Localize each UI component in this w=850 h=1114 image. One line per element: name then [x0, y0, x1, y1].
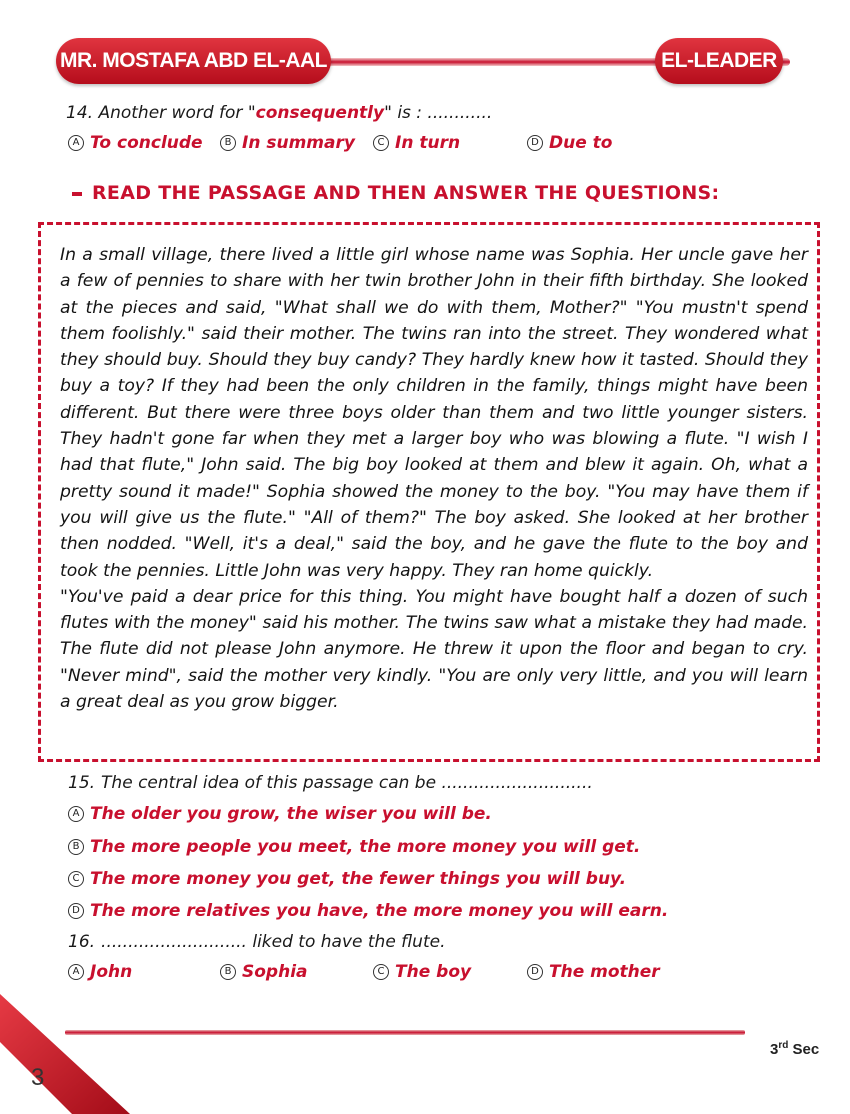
question-number: 14.	[66, 103, 94, 123]
option-text: The more people you meet, the more money you will get.	[90, 837, 641, 857]
grade-number: 3	[770, 1041, 779, 1058]
bullet-dash-icon	[72, 192, 82, 196]
option-text: The more relatives you have, the more money you will earn.	[90, 901, 669, 921]
question-16	[68, 932, 445, 952]
q15-option-b[interactable]	[68, 837, 640, 857]
q16-option-a[interactable]	[68, 962, 220, 982]
question-number: 15.	[68, 773, 96, 793]
question-prefix: Another word for "	[98, 103, 256, 123]
section-title-text: READ THE PASSAGE AND THEN ANSWER THE QUESTIONS:	[92, 182, 720, 204]
question-keyword: consequently	[255, 103, 385, 123]
grade-suffix: rd	[778, 1040, 789, 1051]
option-text: John	[90, 962, 133, 982]
option-letter-bubble: C	[373, 964, 389, 980]
question-15	[68, 773, 593, 793]
question-number: 16.	[68, 932, 96, 952]
option-letter-bubble: A	[68, 806, 84, 822]
option-text: The boy	[395, 962, 472, 982]
q14-options	[68, 133, 612, 153]
page-number: 3	[31, 1064, 45, 1091]
passage-paragraph-1: In a small village, there lived a little girl whose name was Sophia. Her uncle gave her a few of pennies to share with her twin brother John in their fifth birthday. She looked at the pieces and said, "What shall we do with them, Mother?" "You mustn't spend them foolishly." said their mother. The twins ran into the street. They wondered what they should buy. Should they buy candy? They hardly knew how it tasted. Should they buy a toy? If they had been the only children in the family, things might have been different. But there were three boys older than them and two little younger sisters. They hadn't gone far when they met a larger boy who was blowing a flute. "I wish I had that flute," John said. The big boy looked at them and blew it again. Oh, what a pretty sound it made!" Sophia showed the money to the boy. "You may have them if you will give us the flute." "All of them?" The boy asked. She looked at her brother then nodded. "Well, it's a deal," said the boy, and he gave the flute to the boy and took the pennies. Little John was very happy. They ran home quickly.	[60, 245, 808, 581]
q14-option-c[interactable]	[373, 133, 527, 153]
reading-passage	[60, 242, 808, 715]
option-text: Sophia	[242, 962, 308, 982]
footer-rule	[65, 1030, 745, 1035]
q14-option-a[interactable]	[68, 133, 220, 153]
question-text: The central idea of this passage can be ............................	[101, 773, 593, 793]
footer-corner-decoration	[0, 994, 130, 1114]
option-text: The mother	[549, 962, 660, 982]
option-letter-bubble: A	[68, 964, 84, 980]
q16-option-d[interactable]	[527, 962, 660, 982]
option-text: Due to	[549, 133, 613, 153]
question-text: ........................... liked to have the flute.	[101, 932, 446, 952]
option-letter-bubble: B	[220, 964, 236, 980]
option-text: In summary	[242, 133, 355, 153]
q15-option-c[interactable]	[68, 869, 626, 889]
option-letter-bubble: B	[68, 839, 84, 855]
brand-banner: EL-LEADER	[655, 38, 783, 84]
q16-option-b[interactable]	[220, 962, 373, 982]
question-suffix: " is : ............	[384, 103, 493, 123]
q14-option-d[interactable]	[527, 133, 612, 153]
grade-word: Sec	[792, 1041, 820, 1058]
option-letter-bubble: C	[68, 871, 84, 887]
option-letter-bubble: D	[527, 964, 543, 980]
question-14	[66, 103, 492, 123]
q15-option-d[interactable]	[68, 901, 668, 921]
option-letter-bubble: D	[68, 903, 84, 919]
section-title	[72, 182, 719, 204]
q15-option-a[interactable]	[68, 804, 492, 824]
grade-label	[770, 1040, 819, 1058]
option-letter-bubble: B	[220, 135, 236, 151]
option-letter-bubble: D	[527, 135, 543, 151]
option-letter-bubble: A	[68, 135, 84, 151]
option-text: The more money you get, the fewer things you will buy.	[90, 869, 627, 889]
q16-option-c[interactable]	[373, 962, 527, 982]
passage-paragraph-2: "You've paid a dear price for this thing. You might have bought half a dozen of such flutes with the money" said his mother. The twins saw what a mistake they had made. The flute did not please John anymore. He threw it upon the floor and began to cry. "Never mind", said the mother very kindly. "You are only very little, and you will learn a great deal as you grow bigger.	[60, 586, 808, 713]
option-text: To conclude	[90, 133, 203, 153]
option-letter-bubble: C	[373, 135, 389, 151]
option-text: The older you grow, the wiser you will be.	[90, 804, 492, 824]
q16-options	[68, 962, 660, 982]
author-banner: MR. MOSTAFA ABD EL-AAL	[56, 38, 331, 84]
option-text: In turn	[395, 133, 461, 153]
q14-option-b[interactable]	[220, 133, 373, 153]
